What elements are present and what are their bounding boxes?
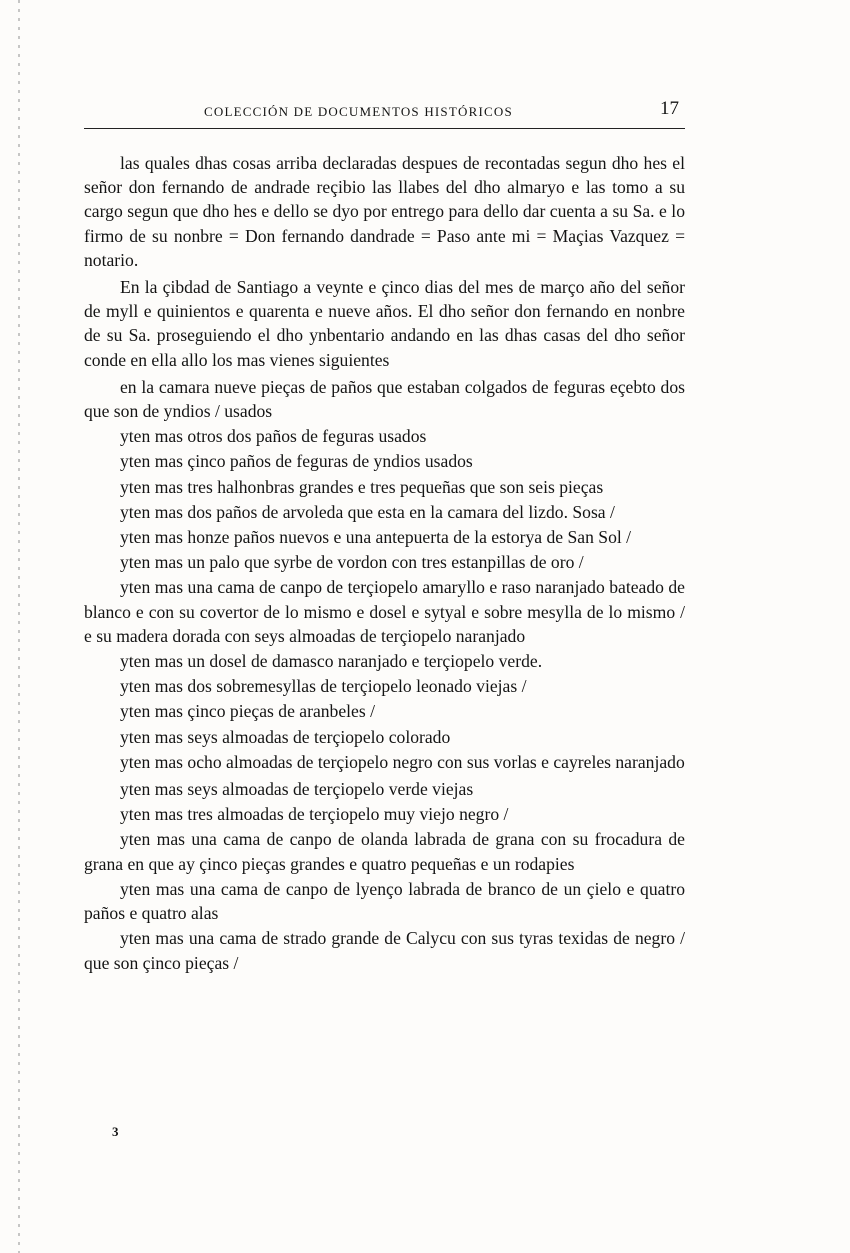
inventory-item: yten mas dos paños de arvoleda que esta en la camara del lizdo. Sosa / [120,501,615,522]
inventory-item: yten mas una cama de strado grande de Calycu con sus tyras texidas de negro / que son çinco pieças / [84,928,685,973]
binding-edge [18,0,20,1253]
inventory-item: yten mas çinco paños de feguras de yndios usados [120,451,473,472]
signature-mark: 3 [112,1124,119,1139]
inventory-item: yten mas tres halhonbras grandes e tres pequeñas que son seis pieças [120,476,604,497]
inventory-item: yten mas otros dos paños de feguras usados [120,426,427,447]
inventory-item: yten mas una cama de canpo de olanda labrada de grana con su frocadura de grana en que ay çinco pieças grandes e quatro pequeñas e un rodapies [84,829,685,874]
inventory-item: yten mas dos sobremesyllas de terçiopelo leonado viejas / [120,676,527,697]
paragraph-closing-record: las quales dhas cosas arriba declaradas despues de recontadas segun dho hes el señor don fernando de andrade reçibio las llabes del dho almaryo e las tomo a su cargo segun que dho hes e dello se dyo por entrego para dello dar cuenta a su Sa. e lo firmo de su nonbre = Don fernando dandrade = Paso ante mi = Maçias Vazquez = notario. [84,153,685,270]
inventory-item: yten mas çinco pieças de aranbeles / [120,701,375,722]
page-number: 17 [660,98,679,119]
inventory-item: yten mas un palo que syrbe de vordon con tres estanpillas de oro / [120,552,584,573]
inventory-item: yten mas una cama de canpo de terçiopelo amaryllo e raso naranjado bateado de blanco e con su covertor de lo mismo e dosel e sytyal e sobre mesylla de lo mismo / e su madera dorada con seys almoadas de terçiopelo naranjado [84,577,685,646]
inventory-item: en la camara nueve pieças de paños que estaban colgados de feguras eçebto dos que son de yndios / usados [84,376,685,422]
body-text [84,151,685,975]
inventory-item: yten mas una cama de canpo de lyenço labrada de branco de un çielo e quatro paños e quatro alas [84,878,685,924]
paragraph-inventory-opening: En la çibdad de Santiago a veynte e çinco dias del mes de março año del señor de myll e quinientos e quarenta e nueve años. El dho señor don fernando en nonbre de su Sa. proseguiendo el dho ynbentario andando en las dhas casas del dho señor conde en ella allo los mas vienes siguientes [84,277,685,370]
inventory-item: yten mas honze paños nuevos e una antepuerta de la estorya de San Sol / [120,527,632,548]
running-head [84,98,685,129]
inventory-item: yten mas tres almoadas de terçiopelo muy viejo negro / [120,804,509,825]
inventory-item: yten mas seys almoadas de terçiopelo colorado [120,726,451,747]
inventory-item: yten mas ocho almoadas de terçiopelo negro con sus vorlas e cayreles naranjado [120,751,685,772]
inventory-item: yten mas seys almoadas de terçiopelo verde viejas [120,779,474,800]
running-title: COLECCIÓN DE DOCUMENTOS HISTÓRICOS [204,104,513,119]
inventory-item: yten mas un dosel de damasco naranjado e terçiopelo verde. [120,651,543,672]
